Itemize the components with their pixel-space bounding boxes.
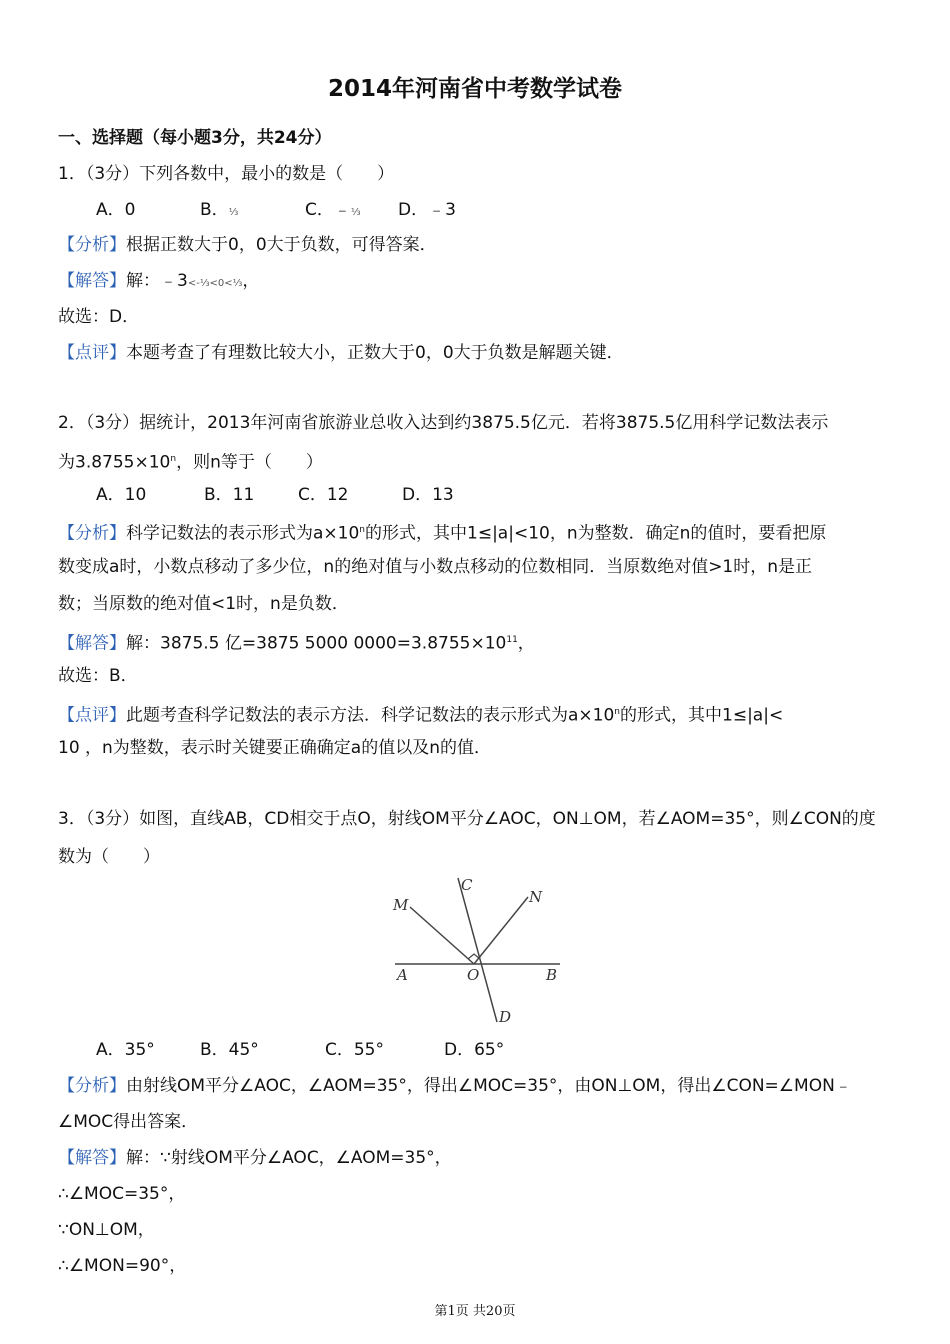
page-title: 2014年河南省中考数学试卷 — [327, 76, 622, 102]
q1-answer-inequality: <-⅓<0<⅓ — [187, 278, 243, 289]
q3-stem-line2: 数为（ ） — [58, 847, 160, 867]
q3-analysis-line2: ∠MOC得出答案． — [58, 1112, 199, 1132]
page-footer: 第1页 共20页 — [434, 1304, 516, 1319]
q2-stem-line1: 2．（3分）据统计，2013年河南省旅游业总收入达到约3875.5亿元．若将3875.5亿用科学记数法表示 — [58, 413, 829, 433]
q3-option-c: C．55° — [325, 1040, 385, 1060]
q1-option-c-fraction: ⅓ — [350, 207, 361, 218]
q2-comment-line1: 【点评】此题考查科学记数法的表示方法．科学记数法的表示形式为$a\times 10^n$的形式，其中1≤|a|< — [58, 705, 784, 726]
q2-option-b: B．11 — [204, 485, 255, 505]
q3-option-a: A．35° — [96, 1040, 155, 1060]
q2-analysis-line3: 数；当原数的绝对值<1时，n是负数． — [58, 594, 349, 614]
label-a: A — [397, 966, 408, 984]
q1-option-b-fraction: ⅓ — [228, 207, 239, 218]
label-b: B — [546, 966, 558, 984]
q2-answer: 【解答】解：3875.5 亿=3875 5000 $0000=3.8755\times 10^{11}$， — [58, 633, 535, 654]
ray-om — [410, 907, 474, 964]
q3-stem-line1: 3．（3分）如图，直线AB，CD相交于点O，射线OM平分∠AOC，ON⊥OM，若∠AOM=35°，则∠CON的度 — [58, 809, 876, 829]
analysis-tag: 【分析】 — [58, 235, 126, 255]
q3-option-b: B．45° — [200, 1040, 259, 1060]
q3-answer-line2: ∴∠MOC=35°， — [58, 1184, 186, 1204]
q1-choice: 故选：D． — [58, 307, 140, 327]
label-n: N — [529, 888, 543, 906]
q2-option-d: D．13 — [402, 485, 454, 505]
q3-answer-line1: 【解答】解：∵射线OM平分∠AOC，∠AOM=35°， — [58, 1148, 452, 1168]
label-m: M — [393, 896, 409, 914]
label-d: D — [499, 1008, 512, 1026]
q3-analysis-line1: 【分析】由射线OM平分∠AOC，∠AOM=35°，得出∠MOC=35°，由ON⊥OM，得出∠CON=∠MON﹣ — [58, 1076, 852, 1096]
answer-tag: 【解答】 — [58, 633, 126, 654]
q3-answer-line4: ∴∠MON=90°， — [58, 1256, 187, 1276]
answer-tag: 【解答】 — [58, 1148, 126, 1168]
q1-comment: 【点评】本题考查了有理数比较大小，正数大于0，0大于负数是解题关键． — [58, 343, 624, 363]
q1-option-d: D．﹣3 — [398, 200, 456, 220]
comment-tag: 【点评】 — [58, 343, 126, 363]
q1-stem: 1．（3分）下列各数中，最小的数是（ ） — [58, 164, 395, 184]
section-heading: 一、选择题（每小题3分，共24分） — [58, 128, 332, 148]
q1-analysis: 【分析】根据正数大于0，0大于负数，可得答案． — [58, 235, 437, 255]
q1-option-a: A．0 — [96, 200, 136, 220]
q1-option-b: B．⅓ — [200, 200, 239, 220]
line-cd — [458, 878, 497, 1022]
analysis-tag: 【分析】 — [58, 1076, 126, 1096]
q1-option-c: C．﹣⅓ — [305, 200, 361, 220]
q2-analysis-line2: 数变成a时，小数点移动了多少位，n的绝对值与小数点移动的位数相同．当原数绝对值>1时，n是正 — [58, 557, 813, 577]
q1-answer: 【解答】解：﹣3<-⅓<0<⅓， — [58, 271, 260, 291]
label-o: O — [467, 966, 480, 984]
comment-tag: 【点评】 — [58, 705, 126, 726]
ray-on — [474, 897, 528, 964]
q2-comment-line2: 10 ，n为整数，表示时关键要正确确定a的值以及n的值． — [58, 738, 492, 758]
q2-choice: 故选：B． — [58, 666, 138, 686]
answer-tag: 【解答】 — [58, 271, 126, 291]
q3-option-d: D．65° — [444, 1040, 505, 1060]
q2-option-a: A．10 — [96, 485, 147, 505]
q2-analysis-line1: 【分析】科学记数法的表示形式为$a\times 10^n$的形式，其中1≤|a|<10，n为整数．确定n的值时，要看把原 — [58, 523, 827, 544]
q2-option-c: C．12 — [298, 485, 349, 505]
label-c: C — [461, 876, 473, 894]
q2-stem-line2: 为$3.8755\times 10^n$，则n等于（ ） — [58, 452, 323, 473]
q3-answer-line3: ∵ON⊥OM， — [58, 1220, 155, 1240]
analysis-tag: 【分析】 — [58, 523, 126, 544]
q3-geometry-figure — [385, 870, 570, 1030]
